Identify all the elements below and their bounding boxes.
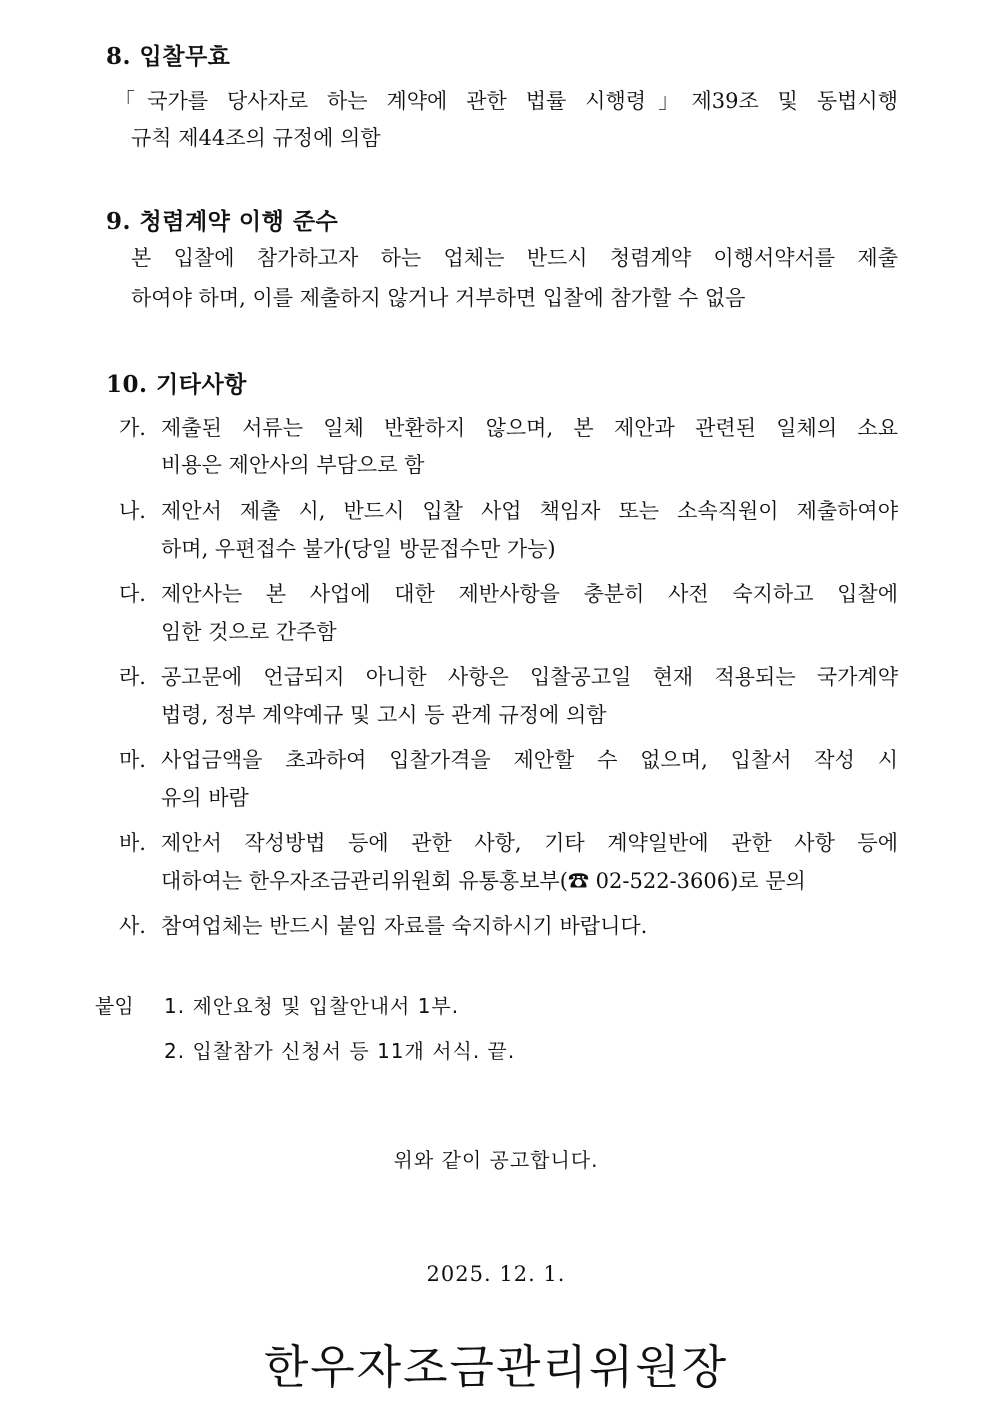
item-label-ra: 라. [119, 665, 146, 689]
item-na-line-1: 제안서 제출 시, 반드시 입찰 사업 책임자 또는 소속직원이 제출하여야 [161, 499, 898, 523]
item-label-ma: 마. [119, 748, 146, 772]
attachment-item-1: 1. 제안요청 및 입찰안내서 1부. [164, 994, 460, 1018]
item-ma-line-1: 사업금액을 초과하여 입찰가격을 제안할 수 없으며, 입찰서 작성 시 [161, 748, 898, 772]
item-da-line-2: 임한 것으로 간주함 [161, 620, 337, 644]
announcement-date: 2025. 12. 1. [426, 1262, 566, 1286]
item-label-na: 나. [119, 499, 146, 523]
attachment-item-2: 2. 입찰참가 신청서 등 11개 서식. 끝. [164, 1039, 516, 1063]
section-9-heading: 9. 청렴계약 이행 준수 [106, 208, 339, 235]
section-8-line-2: 규칙 제44조의 규정에 의함 [131, 126, 381, 150]
item-ga-line-1: 제출된 서류는 일체 반환하지 않으며, 본 제안과 관련된 일체의 소요 [161, 416, 898, 440]
section-8-line-1: 「국가를 당사자로 하는 계약에 관한 법률 시행령」제39조 및 동법시행 [114, 89, 898, 113]
item-na-line-2: 하며, 우편접수 불가(당일 방문접수만 가능) [161, 537, 556, 561]
item-label-ga: 가. [119, 416, 146, 440]
item-ga-line-2: 비용은 제안사의 부담으로 함 [161, 453, 425, 477]
section-9-line-2: 하여야 하며, 이를 제출하지 않거나 거부하면 입찰에 참가할 수 없음 [131, 286, 746, 310]
closing-statement: 위와 같이 공고합니다. [393, 1148, 599, 1172]
section-10-heading: 10. 기타사항 [106, 371, 247, 398]
item-ba-line-2: 대하여는 한우자조금관리위원회 유통홍보부(☎ 02-522-3606)로 문의 [161, 869, 806, 893]
item-da-line-1: 제안사는 본 사업에 대한 제반사항을 충분히 사전 숙지하고 입찰에 [161, 582, 898, 606]
item-ba-line-1: 제안서 작성방법 등에 관한 사항, 기타 계약일반에 관한 사항 등에 [161, 831, 898, 855]
item-ma-line-2: 유의 바람 [161, 786, 249, 810]
item-ra-line-1: 공고문에 언급되지 아니한 사항은 입찰공고일 현재 적용되는 국가계약 [161, 665, 898, 689]
section-8-heading: 8. 입찰무효 [106, 43, 231, 70]
item-label-ba: 바. [119, 831, 146, 855]
attachment-label: 붙임 [95, 994, 134, 1018]
section-9-line-1: 본 입찰에 참가하고자 하는 업체는 반드시 청렴계약 이행서약서를 제출 [131, 246, 898, 270]
item-sa-line-1: 참여업체는 반드시 붙임 자료를 숙지하시기 바랍니다. [161, 914, 648, 938]
item-label-sa: 사. [119, 914, 146, 938]
item-ra-line-2: 법령, 정부 계약예규 및 고시 등 관계 규정에 의함 [161, 703, 607, 727]
issuer-name: 한우자조금관리위원장 [263, 1340, 729, 1394]
item-label-da: 다. [119, 582, 146, 606]
